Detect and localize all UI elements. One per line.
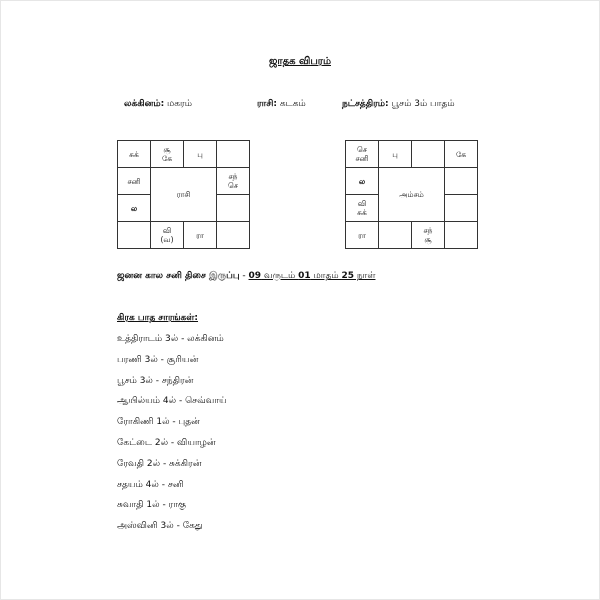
dasa-label: ஜனன கால சனி திசை இருப்பு <box>117 271 240 281</box>
list-item: பரணி 3ல் - சூரியன் <box>117 354 199 365</box>
amsam-cell <box>445 222 478 249</box>
dasa-years: 09 <box>248 271 262 281</box>
graha-padam-heading: கிரக பாத சாரங்கள்: <box>117 313 199 323</box>
list-item: ரேவதி 2ல் - சுக்கிரன் <box>117 458 202 469</box>
graha-padam-list <box>117 333 227 541</box>
amsam-cell: ல <box>346 168 379 195</box>
list-item: சதயம் 4ல் - சனி <box>117 479 184 490</box>
nakshatra-label: நட்சத்திரம்: <box>342 99 389 109</box>
dasa-days-unit: நாள் <box>354 271 376 281</box>
list-item: உத்திராடம் 3ல் - லக்கினம் <box>117 334 224 344</box>
nakshatra-info <box>342 99 455 110</box>
amsam-cell <box>412 141 445 168</box>
amsam-center-label: அம்சம் <box>399 190 424 199</box>
rasi-cell: சந் செ <box>217 168 250 195</box>
rasi-cell: பு <box>184 141 217 168</box>
nakshatra-value: பூசம் 3ம் பாதம் <box>391 99 455 109</box>
list-item: ஆயில்யம் 4ல் - செவ்வாய் <box>117 396 227 407</box>
amsam-cell: வி சுக் <box>346 195 379 222</box>
amsam-cell: ரா <box>346 222 379 249</box>
amsam-cell: கே <box>445 141 478 168</box>
lagnam-label: லக்கினம்: <box>124 99 165 109</box>
rasi-label: ராசி: <box>257 99 277 109</box>
list-item: சுவாதி 1ல் - ராகு <box>117 500 186 511</box>
amsam-cell: செ சனி <box>346 141 379 168</box>
dasa-balance-line <box>117 271 375 282</box>
rasi-cell: வி (வ) <box>151 222 184 249</box>
list-item: பூசம் 3ல் - சந்திரன் <box>117 375 194 386</box>
rasi-cell: சூ கே <box>151 141 184 168</box>
dasa-months-unit: மாதம் <box>310 271 342 281</box>
rasi-info <box>257 99 306 110</box>
lagnam-info <box>124 99 192 110</box>
amsam-chart <box>345 140 478 249</box>
dasa-years-unit: வருடம் <box>261 271 299 281</box>
amsam-cell: பு <box>379 141 412 168</box>
dasa-separator: - <box>239 271 249 281</box>
amsam-cell <box>445 195 478 222</box>
dasa-months: 01 <box>298 271 311 281</box>
rasi-cell <box>118 222 151 249</box>
amsam-cell: சந் சூ <box>412 222 445 249</box>
rasi-center-label: ராசி <box>176 190 191 199</box>
amsam-cell <box>445 168 478 195</box>
amsam-cell <box>379 222 412 249</box>
dasa-days: 25 <box>341 271 354 281</box>
rasi-value: கடகம் <box>279 99 306 109</box>
rasi-cell <box>217 141 250 168</box>
rasi-cell <box>217 195 250 222</box>
rasi-chart <box>117 140 250 249</box>
list-item: அஸ்வினி 3ல் - கேது <box>117 521 203 532</box>
page-title: ஜாதக விபரம் <box>269 56 331 67</box>
rasi-cell <box>217 222 250 249</box>
rasi-cell: ரா <box>184 222 217 249</box>
rasi-cell: ல <box>118 195 151 222</box>
rasi-cell: சுக் <box>118 141 151 168</box>
list-item: கேட்டை 2ல் - வியாழன் <box>117 437 216 448</box>
rasi-cell: சனி <box>118 168 151 195</box>
lagnam-value: மகரம் <box>167 99 192 109</box>
list-item: ரோகிணி 1ல் - புதன் <box>117 417 200 428</box>
